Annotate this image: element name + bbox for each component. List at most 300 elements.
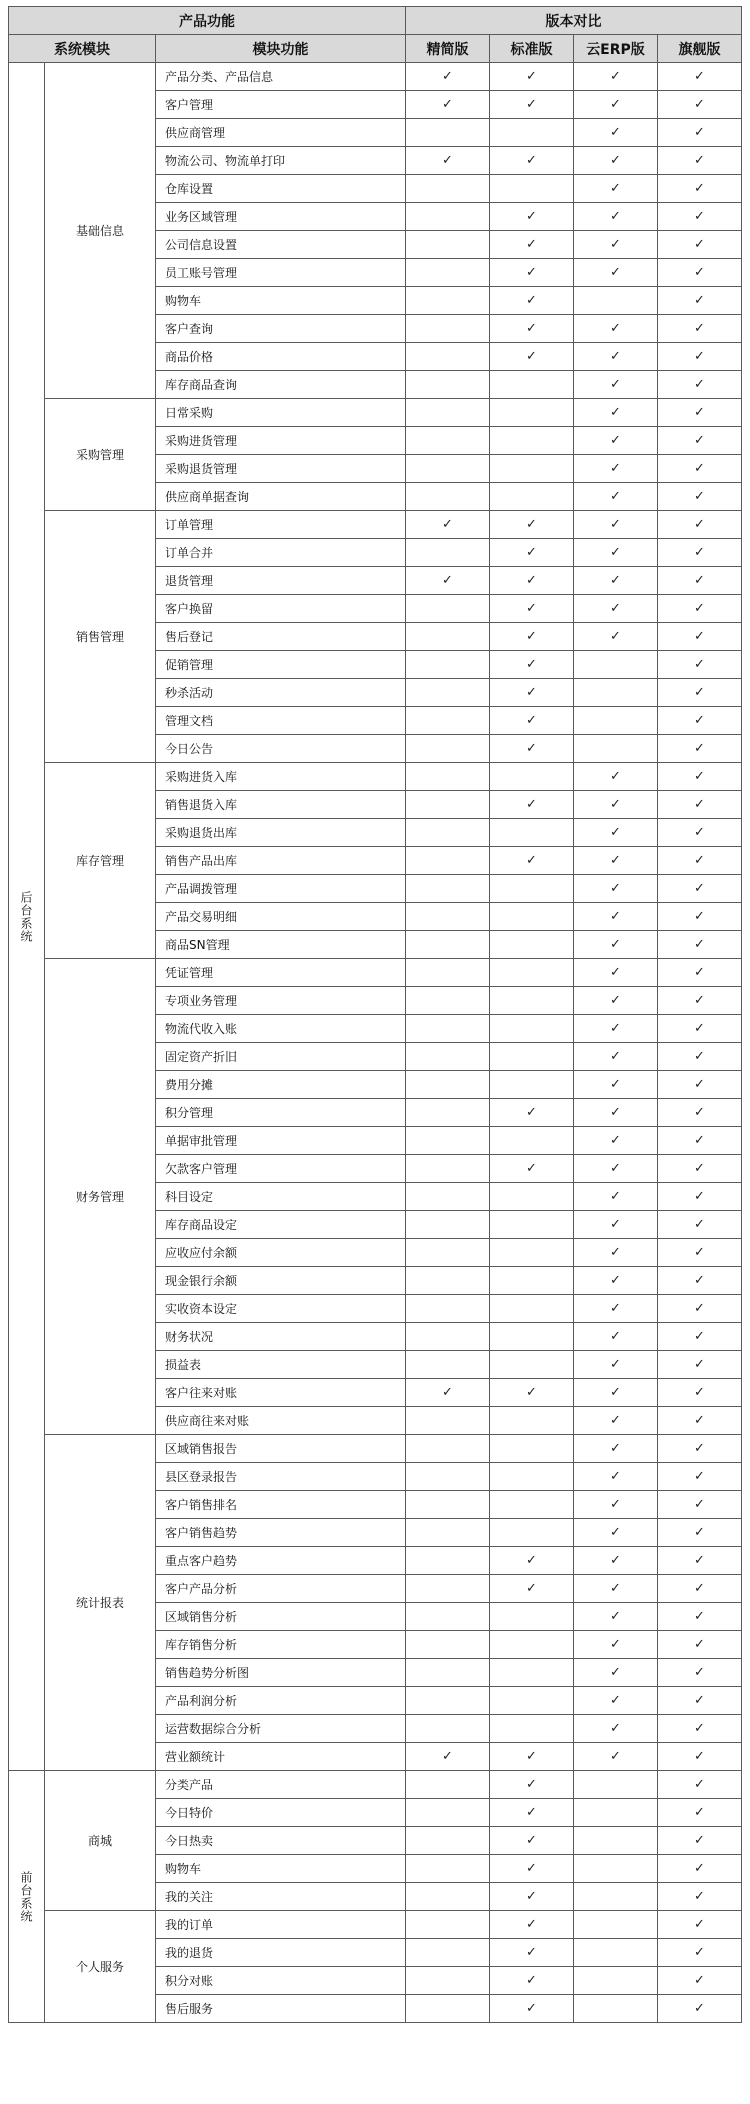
empty-cell [406,1295,490,1323]
system-label: 前台系统 [9,1771,45,2023]
feature-name: 采购进货管理 [156,427,406,455]
check-mark-icon: ✓ [658,1239,742,1267]
check-mark-icon: ✓ [658,539,742,567]
check-mark-icon: ✓ [490,511,574,539]
check-mark-icon: ✓ [490,343,574,371]
check-mark-icon: ✓ [490,847,574,875]
check-mark-icon: ✓ [658,1883,742,1911]
feature-rows [9,63,742,2023]
check-mark-icon: ✓ [490,147,574,175]
check-mark-icon: ✓ [658,91,742,119]
check-mark-icon: ✓ [490,203,574,231]
feature-name: 区域销售报告 [156,1435,406,1463]
feature-name: 现金银行余额 [156,1267,406,1295]
empty-cell [406,875,490,903]
check-mark-icon: ✓ [658,371,742,399]
check-mark-icon: ✓ [658,427,742,455]
check-mark-icon: ✓ [574,511,658,539]
check-mark-icon: ✓ [406,1743,490,1771]
feature-name: 区域销售分析 [156,1603,406,1631]
empty-cell [490,1239,574,1267]
feature-name: 库存销售分析 [156,1631,406,1659]
empty-cell [490,763,574,791]
empty-cell [490,483,574,511]
check-mark-icon: ✓ [658,623,742,651]
feature-name: 凭证管理 [156,959,406,987]
check-mark-icon: ✓ [574,203,658,231]
feature-name: 产品分类、产品信息 [156,63,406,91]
empty-cell [490,1351,574,1379]
check-mark-icon: ✓ [574,1659,658,1687]
feature-name: 购物车 [156,1855,406,1883]
check-mark-icon: ✓ [490,1883,574,1911]
check-mark-icon: ✓ [490,567,574,595]
check-mark-icon: ✓ [574,1519,658,1547]
check-mark-icon: ✓ [574,1267,658,1295]
empty-cell [490,903,574,931]
check-mark-icon: ✓ [490,1099,574,1127]
feature-name: 客户管理 [156,91,406,119]
check-mark-icon: ✓ [574,1603,658,1631]
check-mark-icon: ✓ [490,315,574,343]
feature-name: 销售产品出库 [156,847,406,875]
feature-name: 积分管理 [156,1099,406,1127]
empty-cell [490,399,574,427]
check-mark-icon: ✓ [490,623,574,651]
module-label: 统计报表 [45,1435,156,1771]
check-mark-icon: ✓ [574,1351,658,1379]
check-mark-icon: ✓ [658,1267,742,1295]
empty-cell [406,1911,490,1939]
feature-name: 供应商单据查询 [156,483,406,511]
check-mark-icon: ✓ [658,1855,742,1883]
empty-cell [406,1015,490,1043]
check-mark-icon: ✓ [574,1323,658,1351]
empty-cell [490,819,574,847]
check-mark-icon: ✓ [574,1435,658,1463]
system-module-header: 系统模块 [9,35,156,63]
feature-name: 退货管理 [156,567,406,595]
empty-cell [490,427,574,455]
feature-name: 产品利润分析 [156,1687,406,1715]
check-mark-icon: ✓ [658,763,742,791]
empty-cell [406,455,490,483]
feature-name: 客户产品分析 [156,1575,406,1603]
check-mark-icon: ✓ [574,1295,658,1323]
empty-cell [406,1799,490,1827]
check-mark-icon: ✓ [406,567,490,595]
empty-cell [490,1519,574,1547]
check-mark-icon: ✓ [574,1211,658,1239]
feature-name: 客户查询 [156,315,406,343]
check-mark-icon: ✓ [490,91,574,119]
check-mark-icon: ✓ [658,1351,742,1379]
check-mark-icon: ✓ [490,679,574,707]
check-mark-icon: ✓ [658,287,742,315]
check-mark-icon: ✓ [574,1491,658,1519]
check-mark-icon: ✓ [658,1911,742,1939]
empty-cell [406,847,490,875]
check-mark-icon: ✓ [658,1155,742,1183]
feature-name: 损益表 [156,1351,406,1379]
check-mark-icon: ✓ [490,1547,574,1575]
check-mark-icon: ✓ [658,1043,742,1071]
check-mark-icon: ✓ [658,1071,742,1099]
feature-name: 采购退货出库 [156,819,406,847]
empty-cell [490,1323,574,1351]
check-mark-icon: ✓ [658,791,742,819]
check-mark-icon: ✓ [658,231,742,259]
empty-cell [490,1407,574,1435]
check-mark-icon: ✓ [574,987,658,1015]
module-label: 商城 [45,1771,156,1911]
check-mark-icon: ✓ [658,735,742,763]
empty-cell [574,1967,658,1995]
check-mark-icon: ✓ [574,483,658,511]
empty-cell [406,1715,490,1743]
check-mark-icon: ✓ [658,679,742,707]
feature-name: 秒杀活动 [156,679,406,707]
check-mark-icon: ✓ [658,1491,742,1519]
check-mark-icon: ✓ [574,791,658,819]
check-mark-icon: ✓ [658,1799,742,1827]
check-mark-icon: ✓ [490,287,574,315]
check-mark-icon: ✓ [490,1995,574,2023]
comparison-sheet [8,6,742,2023]
check-mark-icon: ✓ [658,1099,742,1127]
check-mark-icon: ✓ [574,847,658,875]
empty-cell [406,1547,490,1575]
check-mark-icon: ✓ [490,1771,574,1799]
feature-name: 县区登录报告 [156,1463,406,1491]
check-mark-icon: ✓ [490,791,574,819]
check-mark-icon: ✓ [658,259,742,287]
feature-name: 欠款客户管理 [156,1155,406,1183]
feature-name: 购物车 [156,287,406,315]
feature-name: 日常采购 [156,399,406,427]
check-mark-icon: ✓ [658,1211,742,1239]
feature-name: 公司信息设置 [156,231,406,259]
empty-cell [490,455,574,483]
check-mark-icon: ✓ [658,1435,742,1463]
check-mark-icon: ✓ [490,595,574,623]
empty-cell [574,1883,658,1911]
check-mark-icon: ✓ [574,91,658,119]
check-mark-icon: ✓ [658,1995,742,2023]
feature-name: 销售趋势分析图 [156,1659,406,1687]
empty-cell [406,1687,490,1715]
empty-cell [406,1043,490,1071]
empty-cell [406,203,490,231]
check-mark-icon: ✓ [658,931,742,959]
empty-cell [406,399,490,427]
check-mark-icon: ✓ [574,595,658,623]
check-mark-icon: ✓ [658,707,742,735]
header-row-top [9,7,742,35]
empty-cell [574,1771,658,1799]
empty-cell [574,707,658,735]
feature-name: 客户换留 [156,595,406,623]
feature-name: 我的退货 [156,1939,406,1967]
module-label: 个人服务 [45,1911,156,2023]
empty-cell [406,1351,490,1379]
feature-name: 库存商品查询 [156,371,406,399]
check-mark-icon: ✓ [490,1799,574,1827]
check-mark-icon: ✓ [658,959,742,987]
feature-name: 售后登记 [156,623,406,651]
feature-name: 费用分摊 [156,1071,406,1099]
feature-name: 销售退货入库 [156,791,406,819]
feature-name: 重点客户趋势 [156,1547,406,1575]
check-mark-icon: ✓ [574,623,658,651]
empty-cell [406,1211,490,1239]
feature-name: 供应商管理 [156,119,406,147]
table-row [9,959,742,987]
empty-cell [406,903,490,931]
check-mark-icon: ✓ [658,343,742,371]
check-mark-icon: ✓ [574,1407,658,1435]
empty-cell [406,1127,490,1155]
check-mark-icon: ✓ [658,1463,742,1491]
module-label: 基础信息 [45,63,156,399]
check-mark-icon: ✓ [658,1939,742,1967]
empty-cell [490,371,574,399]
edition-comparison-table [8,6,742,2023]
check-mark-icon: ✓ [658,1771,742,1799]
check-mark-icon: ✓ [490,1827,574,1855]
empty-cell [406,1659,490,1687]
check-mark-icon: ✓ [658,1827,742,1855]
table-row [9,511,742,539]
check-mark-icon: ✓ [658,1407,742,1435]
feature-name: 仓库设置 [156,175,406,203]
empty-cell [406,595,490,623]
edition-header-standard: 标准版 [490,35,574,63]
check-mark-icon: ✓ [658,567,742,595]
empty-cell [406,371,490,399]
feature-name: 产品交易明细 [156,903,406,931]
empty-cell [490,1015,574,1043]
check-mark-icon: ✓ [490,1911,574,1939]
feature-name: 采购进货入库 [156,763,406,791]
feature-name: 应收应付余额 [156,1239,406,1267]
check-mark-icon: ✓ [490,1855,574,1883]
check-mark-icon: ✓ [658,1295,742,1323]
empty-cell [406,1967,490,1995]
empty-cell [406,343,490,371]
empty-cell [490,1603,574,1631]
check-mark-icon: ✓ [406,91,490,119]
feature-name: 实收资本设定 [156,1295,406,1323]
check-mark-icon: ✓ [490,1743,574,1771]
check-mark-icon: ✓ [406,511,490,539]
empty-cell [406,1995,490,2023]
feature-name: 科目设定 [156,1183,406,1211]
empty-cell [574,679,658,707]
check-mark-icon: ✓ [658,1519,742,1547]
empty-cell [406,1883,490,1911]
check-mark-icon: ✓ [574,1575,658,1603]
empty-cell [406,1827,490,1855]
module-label: 采购管理 [45,399,156,511]
feature-name: 积分对账 [156,1967,406,1995]
feature-name: 今日特价 [156,1799,406,1827]
empty-cell [574,1855,658,1883]
check-mark-icon: ✓ [574,147,658,175]
check-mark-icon: ✓ [574,1099,658,1127]
empty-cell [574,651,658,679]
feature-name: 分类产品 [156,1771,406,1799]
empty-cell [406,1155,490,1183]
check-mark-icon: ✓ [658,483,742,511]
check-mark-icon: ✓ [574,63,658,91]
empty-cell [406,707,490,735]
feature-name: 财务状况 [156,1323,406,1351]
check-mark-icon: ✓ [574,567,658,595]
check-mark-icon: ✓ [658,651,742,679]
check-mark-icon: ✓ [574,1043,658,1071]
table-row [9,1435,742,1463]
check-mark-icon: ✓ [658,819,742,847]
check-mark-icon: ✓ [658,1323,742,1351]
feature-name: 管理文档 [156,707,406,735]
check-mark-icon: ✓ [574,343,658,371]
check-mark-icon: ✓ [658,903,742,931]
empty-cell [406,287,490,315]
empty-cell [406,1519,490,1547]
empty-cell [574,1799,658,1827]
empty-cell [574,1995,658,2023]
module-function-header: 模块功能 [156,35,406,63]
empty-cell [490,1715,574,1743]
check-mark-icon: ✓ [490,651,574,679]
empty-cell [490,1043,574,1071]
empty-cell [406,1435,490,1463]
empty-cell [574,735,658,763]
check-mark-icon: ✓ [574,539,658,567]
empty-cell [406,1631,490,1659]
check-mark-icon: ✓ [658,987,742,1015]
check-mark-icon: ✓ [574,259,658,287]
check-mark-icon: ✓ [574,1743,658,1771]
check-mark-icon: ✓ [574,231,658,259]
empty-cell [574,1827,658,1855]
empty-cell [406,931,490,959]
empty-cell [406,1855,490,1883]
empty-cell [490,1295,574,1323]
check-mark-icon: ✓ [658,1127,742,1155]
check-mark-icon: ✓ [574,1071,658,1099]
module-label: 销售管理 [45,511,156,763]
system-label: 后台系统 [9,63,45,1771]
check-mark-icon: ✓ [574,399,658,427]
empty-cell [406,539,490,567]
check-mark-icon: ✓ [574,819,658,847]
empty-cell [406,1603,490,1631]
empty-cell [490,1127,574,1155]
check-mark-icon: ✓ [574,903,658,931]
feature-name: 客户销售趋势 [156,1519,406,1547]
table-row [9,1911,742,1939]
empty-cell [574,1911,658,1939]
edition-header-flagship: 旗舰版 [658,35,742,63]
empty-cell [406,735,490,763]
empty-cell [406,1771,490,1799]
empty-cell [490,1183,574,1211]
check-mark-icon: ✓ [574,763,658,791]
check-mark-icon: ✓ [574,1547,658,1575]
check-mark-icon: ✓ [490,735,574,763]
check-mark-icon: ✓ [574,119,658,147]
check-mark-icon: ✓ [658,63,742,91]
feature-name: 产品调拨管理 [156,875,406,903]
check-mark-icon: ✓ [658,511,742,539]
empty-cell [406,1267,490,1295]
check-mark-icon: ✓ [658,455,742,483]
check-mark-icon: ✓ [574,175,658,203]
check-mark-icon: ✓ [490,63,574,91]
feature-name: 物流代收入账 [156,1015,406,1043]
check-mark-icon: ✓ [658,315,742,343]
empty-cell [574,287,658,315]
check-mark-icon: ✓ [658,1743,742,1771]
check-mark-icon: ✓ [658,1603,742,1631]
empty-cell [406,175,490,203]
check-mark-icon: ✓ [574,1155,658,1183]
empty-cell [490,1435,574,1463]
empty-cell [490,959,574,987]
module-label: 财务管理 [45,959,156,1435]
check-mark-icon: ✓ [658,1575,742,1603]
check-mark-icon: ✓ [490,1939,574,1967]
empty-cell [406,1323,490,1351]
empty-cell [406,315,490,343]
feature-name: 促销管理 [156,651,406,679]
check-mark-icon: ✓ [574,959,658,987]
check-mark-icon: ✓ [490,1967,574,1995]
feature-name: 物流公司、物流单打印 [156,147,406,175]
empty-cell [490,1267,574,1295]
check-mark-icon: ✓ [490,259,574,287]
feature-name: 供应商往来对账 [156,1407,406,1435]
check-mark-icon: ✓ [658,147,742,175]
check-mark-icon: ✓ [406,1379,490,1407]
check-mark-icon: ✓ [658,399,742,427]
empty-cell [406,1407,490,1435]
check-mark-icon: ✓ [574,1463,658,1491]
feature-name: 营业额统计 [156,1743,406,1771]
feature-name: 我的订单 [156,1911,406,1939]
feature-name: 运营数据综合分析 [156,1715,406,1743]
empty-cell [490,931,574,959]
header-row-sub [9,35,742,63]
feature-name: 售后服务 [156,1995,406,2023]
feature-name: 我的关注 [156,1883,406,1911]
check-mark-icon: ✓ [574,931,658,959]
check-mark-icon: ✓ [658,119,742,147]
module-label: 库存管理 [45,763,156,959]
empty-cell [406,1939,490,1967]
feature-name: 订单合并 [156,539,406,567]
feature-name: 今日热卖 [156,1827,406,1855]
empty-cell [490,1071,574,1099]
check-mark-icon: ✓ [658,1379,742,1407]
empty-cell [406,763,490,791]
empty-cell [406,1491,490,1519]
version-compare-header: 版本对比 [406,7,742,35]
empty-cell [406,1071,490,1099]
empty-cell [490,175,574,203]
